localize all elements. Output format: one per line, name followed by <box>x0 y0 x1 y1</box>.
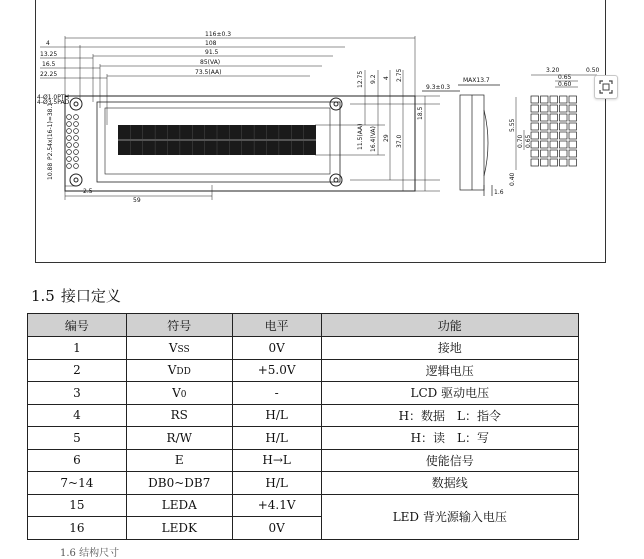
dot-cell <box>531 105 539 112</box>
dot-cell <box>560 141 568 148</box>
header-function: 功能 <box>321 314 578 337</box>
dot-cell <box>531 114 539 121</box>
dim-text: 59 <box>133 197 141 204</box>
dot-cell <box>531 150 539 157</box>
table-row <box>28 359 579 382</box>
cell-no: 7~14 <box>28 472 127 495</box>
dim-text: 9.3±0.3 <box>426 84 451 91</box>
dim-text: 85(VA) <box>200 59 221 66</box>
cell-no: 15 <box>28 494 127 517</box>
dot-cell <box>569 141 577 148</box>
pin-pad <box>67 115 72 120</box>
dim-text: 4-Ø1.0PTH <box>37 94 70 101</box>
cell-symbol: VDD <box>126 359 232 382</box>
dot-cell <box>541 114 549 121</box>
pin-pad <box>67 150 72 155</box>
dot-cell <box>560 114 568 121</box>
dim-text: 37.0 <box>396 134 403 148</box>
dot-cell <box>541 96 549 103</box>
header-level: 电平 <box>232 314 321 337</box>
pin-pad <box>74 122 79 127</box>
dot-cell <box>550 105 558 112</box>
screenshot-button[interactable] <box>594 75 618 99</box>
cell-function: H：数据 L：指令 <box>321 404 578 427</box>
cell-level: +4.1V <box>232 494 321 517</box>
dot-cell <box>531 123 539 130</box>
dim-text: 73.5(AA) <box>195 69 222 76</box>
cell-function: 逻辑电压 <box>321 359 578 382</box>
pin-definition-table <box>27 313 579 540</box>
dot-cell <box>531 96 539 103</box>
table-row <box>28 427 579 450</box>
dim-text: 1.6 <box>494 189 504 196</box>
dim-text: 12.75 <box>357 70 364 88</box>
cell-function: H：读 L：写 <box>321 427 578 450</box>
dim-text: 2.75 <box>396 68 403 82</box>
dim-text: 16.5 <box>42 61 56 68</box>
dot-cell <box>550 132 558 139</box>
cell-symbol: DB0~DB7 <box>126 472 232 495</box>
dot-cell <box>541 159 549 166</box>
cell-symbol: V0 <box>126 382 232 405</box>
dim-text: P2.54x(16-1)=38.1 <box>47 102 54 160</box>
dim-text: 2.5 <box>83 188 93 195</box>
pin-pad <box>74 143 79 148</box>
dim-text: 13.25 <box>40 51 58 58</box>
cell-symbol: RS <box>126 404 232 427</box>
pin-pad <box>67 136 72 141</box>
dim-text: 0.60 <box>558 81 572 88</box>
dot-cell <box>569 159 577 166</box>
char-dot-matrix <box>531 96 577 166</box>
dot-cell <box>560 123 568 130</box>
dot-cell <box>531 159 539 166</box>
dim-text: 10.88 <box>47 162 54 180</box>
dot-cell <box>541 141 549 148</box>
dot-cell <box>560 105 568 112</box>
dim-text: 16.4(VA) <box>370 126 377 152</box>
side-view <box>422 85 500 196</box>
table-row <box>28 337 579 360</box>
dim-text: 9.2 <box>370 74 377 84</box>
cell-no: 4 <box>28 404 127 427</box>
dot-cell <box>541 132 549 139</box>
cell-no: 5 <box>28 427 127 450</box>
lcd-mechanical-drawing <box>0 0 644 270</box>
dim-text: 0.50 <box>586 67 600 74</box>
pin-pad <box>74 157 79 162</box>
dim-text: 4-Ø3.5PAD <box>37 99 70 106</box>
cell-level: H/L <box>232 427 321 450</box>
dim-text: 4 <box>46 40 50 47</box>
dot-cell <box>550 114 558 121</box>
pin-header <box>67 115 79 169</box>
cell-level: H→L <box>232 449 321 472</box>
dot-cell <box>541 150 549 157</box>
dim-text: 0.40 <box>509 172 516 186</box>
cell-level: - <box>232 382 321 405</box>
mount-hole <box>70 174 82 186</box>
cell-level: 0V <box>232 337 321 360</box>
table-row <box>28 382 579 405</box>
dim-text: 5.55 <box>509 118 516 132</box>
dim-text: MAX13.7 <box>463 77 490 84</box>
dot-cell <box>531 132 539 139</box>
cell-no: 6 <box>28 449 127 472</box>
section-number: 1.5 <box>31 287 55 305</box>
cell-symbol: LEDK <box>126 517 232 540</box>
cell-level: H/L <box>232 404 321 427</box>
dot-cell <box>569 96 577 103</box>
dot-cell <box>541 123 549 130</box>
dim-text: 18.5 <box>417 106 424 120</box>
dim-text: 29 <box>383 134 390 142</box>
dot-cell <box>560 159 568 166</box>
dim-text: 116±0.3 <box>205 31 232 38</box>
section-title: 接口定义 <box>60 287 121 305</box>
dim-text: 108 <box>205 40 217 47</box>
dot-cell <box>569 150 577 157</box>
table-row <box>28 472 579 495</box>
pin-pad <box>67 143 72 148</box>
dot-cell <box>560 96 568 103</box>
dot-cell <box>560 132 568 139</box>
dim-text: 11.5(AA) <box>357 123 364 150</box>
pin-pad <box>74 136 79 141</box>
dot-cell <box>550 96 558 103</box>
header-no: 编号 <box>28 314 127 337</box>
cell-level: H/L <box>232 472 321 495</box>
cell-function: 使能信号 <box>321 449 578 472</box>
cell-function: LED 背光源输入电压 <box>321 494 578 539</box>
cell-no: 3 <box>28 382 127 405</box>
cell-symbol: LEDA <box>126 494 232 517</box>
dot-cell <box>569 114 577 121</box>
dim-text: 3.20 <box>546 67 560 74</box>
dot-cell <box>550 159 558 166</box>
cell-function: 接地 <box>321 337 578 360</box>
cell-symbol: VSS <box>126 337 232 360</box>
dot-cell <box>550 150 558 157</box>
cell-no: 16 <box>28 517 127 540</box>
dim-text: 4 <box>383 76 390 80</box>
dot-cell <box>569 123 577 130</box>
dot-cell <box>531 141 539 148</box>
next-section-heading-partial: 1.6 结构尺寸 <box>60 548 120 559</box>
cell-level: 0V <box>232 517 321 540</box>
section-heading <box>31 285 127 306</box>
pin-pad <box>67 122 72 127</box>
cell-symbol: E <box>126 449 232 472</box>
cell-level: +5.0V <box>232 359 321 382</box>
dim-text: 0.65 <box>558 74 572 81</box>
dot-cell <box>569 132 577 139</box>
dim-text: 91.5 <box>205 49 219 56</box>
dim-text: 0.70 <box>517 134 524 148</box>
dot-cell <box>560 150 568 157</box>
table-row <box>28 494 579 517</box>
cell-function: 数据线 <box>321 472 578 495</box>
pin-pad <box>74 129 79 134</box>
cell-no: 2 <box>28 359 127 382</box>
cell-no: 1 <box>28 337 127 360</box>
pin-pad <box>67 164 72 169</box>
pin-pad <box>67 157 72 162</box>
dim-text: 0.65 <box>525 134 532 148</box>
pin-pad <box>67 129 72 134</box>
table-row <box>28 404 579 427</box>
cell-symbol: R/W <box>126 427 232 450</box>
dot-cell <box>569 105 577 112</box>
pin-pad <box>74 164 79 169</box>
header-symbol: 符号 <box>126 314 232 337</box>
dot-cell <box>541 105 549 112</box>
screenshot-icon <box>599 80 613 94</box>
table-row <box>28 449 579 472</box>
dim-text: 22.25 <box>40 71 58 78</box>
table-header-row <box>28 314 579 337</box>
pin-pad <box>74 115 79 120</box>
pin-pad <box>74 150 79 155</box>
cell-function: LCD 驱动电压 <box>321 382 578 405</box>
dot-cell <box>550 123 558 130</box>
dot-cell <box>550 141 558 148</box>
